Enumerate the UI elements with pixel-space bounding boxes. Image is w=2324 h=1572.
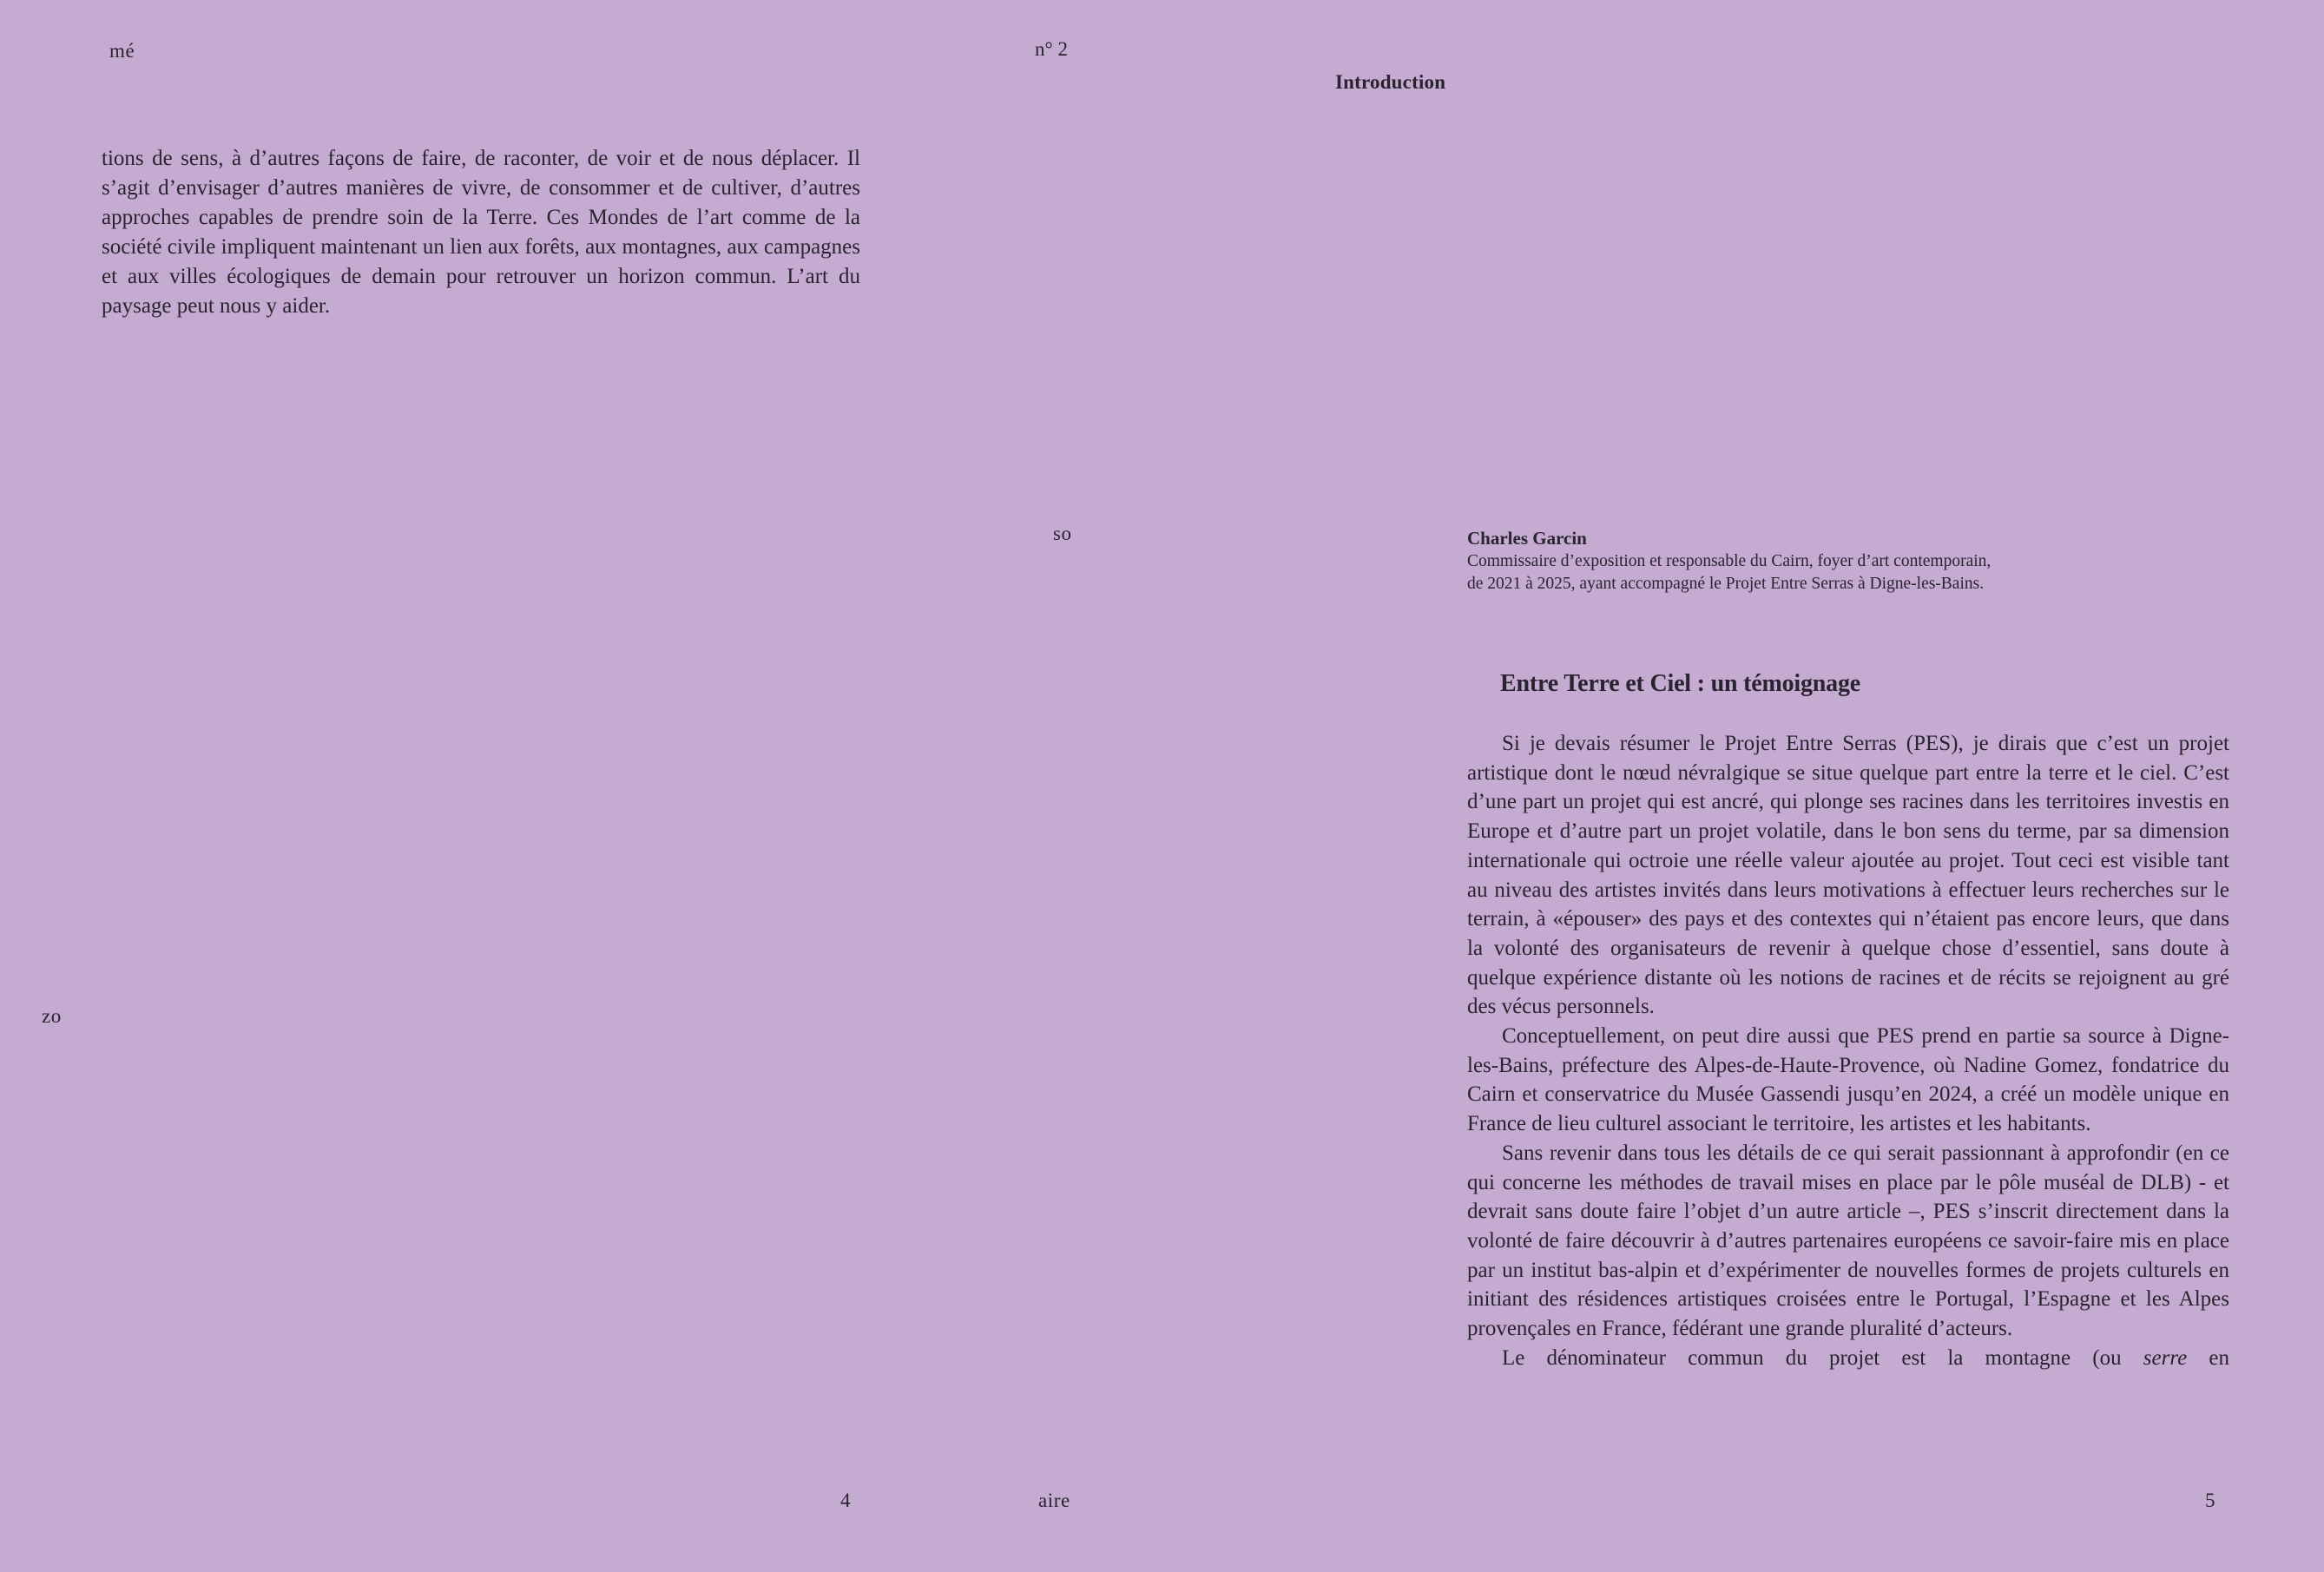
left-page-paragraph: tions de sens, à d’autres façons de faire, de raconter, de voir et de nous déplacer. Il s’agit d’envisager d’autres manières de vivre, de consommer et de cultiver, d’autres approches capables de prendre soin de la Terre. Ces Mondes de l’art comme de la société civile impliquent maintenant un lien aux forêts, aux montagnes, aux campagnes et aux villes écologiques de demain pour retrouver un horizon commun. L’art du paysage peut nous y aider. [102, 147, 860, 318]
author-block [1467, 526, 2092, 595]
margin-fragment-zo: zo [42, 1005, 62, 1027]
issue-number-label: n° 2 [1035, 38, 1068, 60]
article-paragraph-4-italic-word: serre [2143, 1345, 2188, 1370]
article-paragraph-4-text-end: en [2187, 1345, 2229, 1370]
margin-fragment-so: so [1053, 523, 1072, 544]
author-bio-line-1: Commissaire d’exposition et responsable du Cairn, foyer d’art contemporain, [1467, 552, 1992, 570]
section-title-introduction: Introduction [1335, 71, 1446, 93]
margin-fragment-me: mé [109, 40, 135, 62]
author-name: Charles Garcin [1467, 528, 1587, 549]
article-body [1467, 729, 2229, 1372]
article-heading: Entre Terre et Ciel : un témoignage [1500, 670, 1861, 697]
margin-fragment-aire: aire [1038, 1490, 1070, 1511]
article-paragraph-4 [1467, 1344, 2229, 1373]
article-paragraph-1: Si je devais résumer le Projet Entre Serras (PES), je dirais que c’est un projet artistique dont le nœud névralgique se situe quelque part entre la terre et le ciel. C’est d’une part un projet qui est ancré, qui plonge ses racines dans les territoires investis en Europe et d’autre part un projet volatile, dans le bon sens du terme, par sa dimension internationale qui octroie une réelle valeur ajoutée au projet. Tout ceci est visible tant au niveau des artistes invités dans leurs motivations à effectuer leurs recherches sur le terrain, à «épouser» des pays et des contextes qui n’étaient pas encore leurs, que dans la volonté des organisateurs de revenir à quelque chose d’essentiel, sans doute à quelque expérience distante où les notions de racines et de récits se rejoignent au gré des vécus personnels. [1467, 732, 2229, 1019]
article-paragraph-3: Sans revenir dans tous les détails de ce qui serait passionnant à approfondir (en ce qui concerne les méthodes de travail mises en place par le pôle muséal de DLB) - et devrait sans doute faire l’objet d’un autre article –, PES s’inscrit directement dans la volonté de faire découvrir à d’autres partenaires européens ce savoir-faire mis en place par un institut bas-alpin et d’expérimenter de nouvelles formes de projets culturels en initiant des résidences artistiques croisées entre le Portugal, l’Espagne et les Alpes provençales en France, fédérant une grande pluralité d’acteurs. [1467, 1141, 2229, 1341]
page-number-right: 5 [2205, 1490, 2215, 1511]
article-paragraph-4-text: Le dénominateur commun du projet est la montagne (ou [1502, 1345, 2143, 1370]
author-bio-line-2: de 2021 à 2025, ayant accompagné le Projet Entre Serras à Digne-les-Bains. [1467, 574, 1985, 593]
page-number-left: 4 [840, 1490, 851, 1511]
article-paragraph-2: Conceptuellement, on peut dire aussi que PES prend en partie sa source à Digne-les-Bains, préfecture des Alpes-de-Haute-Provence, où Nadine Gomez, fondatrice du Cairn et conservatrice du Musée Gassendi jusqu’en 2024, a créé un modèle unique en France de lieu culturel associant le territoire, les artistes et les habitants. [1467, 1024, 2229, 1136]
